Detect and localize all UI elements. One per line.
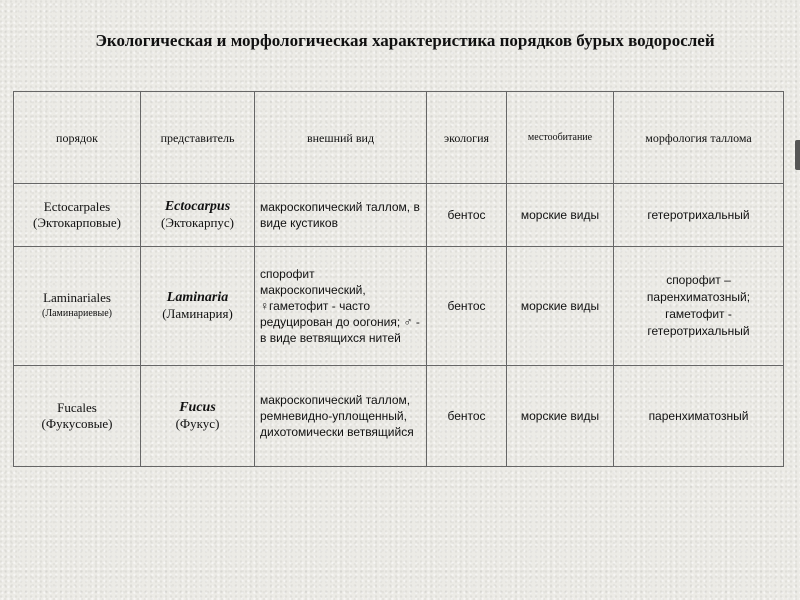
page-title: Экологическая и морфологическая характеристика порядков бурых водорослей — [95, 31, 715, 50]
header-morphology: морфология таллома — [614, 92, 784, 184]
genus-name: Ectocarpus — [164, 199, 231, 214]
genus-name: Laminaria — [166, 290, 229, 305]
table-container — [13, 91, 784, 467]
header-order: порядок — [14, 92, 141, 184]
order-latin: Fucales — [57, 400, 97, 415]
order-latin: Laminariales — [43, 290, 111, 305]
habitat-cell: морские виды — [507, 247, 614, 366]
header-habitat: местообитание — [507, 92, 614, 184]
ecology-cell: бентос — [427, 366, 507, 467]
order-cell — [14, 247, 141, 366]
representative-cell — [141, 247, 255, 366]
order-cell — [14, 184, 141, 247]
order-russian: (Эктокарповые) — [33, 215, 121, 230]
order-latin: Ectocarpales — [43, 199, 111, 214]
header-row — [14, 92, 784, 184]
appearance-cell: спорофит макроскопический, ♀гаметофит - часто редуцирован до оогония; ♂ - в виде ветвящихся нитей — [255, 247, 427, 366]
side-tab — [795, 140, 800, 170]
appearance-cell: макроскопический таллом, ремневидно-уплощенный, дихотомически ветвящийся — [255, 366, 427, 467]
genus-russian: (Эктокарпус) — [160, 215, 234, 230]
order-russian: (Ламинариевые) — [41, 308, 113, 319]
genus-russian: (Фукус) — [175, 416, 220, 431]
header-representative: представитель — [141, 92, 255, 184]
morphology-cell: гетеротрихальный — [614, 184, 784, 247]
order-russian: (Фукусовые) — [41, 416, 113, 431]
ecology-cell: бентос — [427, 184, 507, 247]
order-cell — [14, 366, 141, 467]
appearance-cell: макроскопический таллом, в виде кустиков — [255, 184, 427, 247]
header-appearance: внешний вид — [255, 92, 427, 184]
table-row — [14, 184, 784, 247]
morphology-cell: спорофит – паренхиматозный; гаметофит - гетеротрихальный — [614, 247, 784, 366]
table-row — [14, 366, 784, 467]
morphology-cell: паренхиматозный — [614, 366, 784, 467]
representative-cell — [141, 184, 255, 247]
table-row — [14, 247, 784, 366]
genus-name: Fucus — [179, 400, 216, 415]
algae-table — [13, 91, 784, 467]
genus-russian: (Ламинария) — [162, 306, 233, 321]
header-ecology: экология — [427, 92, 507, 184]
representative-cell — [141, 366, 255, 467]
habitat-cell: морские виды — [507, 366, 614, 467]
ecology-cell: бентос — [427, 247, 507, 366]
habitat-cell: морские виды — [507, 184, 614, 247]
